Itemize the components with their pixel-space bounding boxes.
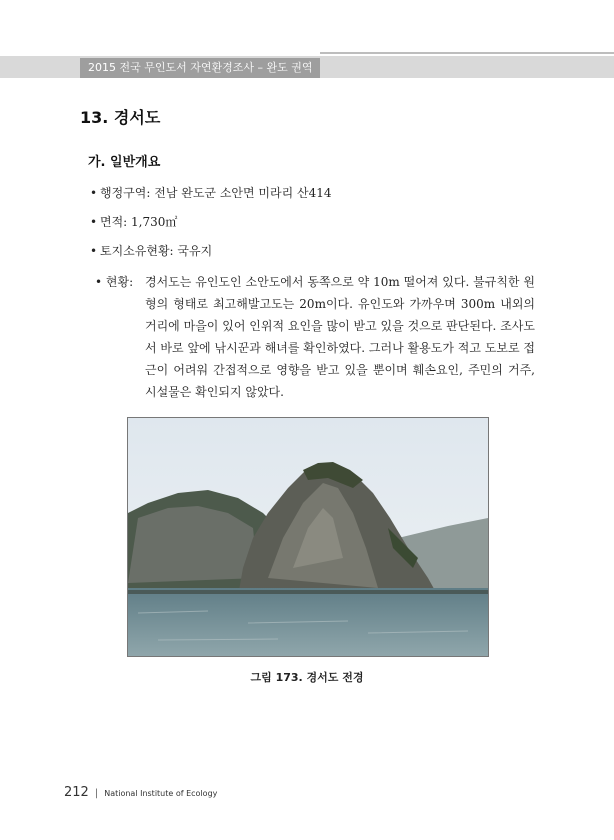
bullet-text: 면적: 1,730㎡ [100, 215, 178, 229]
current-status-label: • 현황: [95, 275, 134, 289]
institute-name: National Institute of Ecology [104, 789, 218, 798]
bullet-dot: • [90, 244, 98, 258]
bullet-land-ownership [90, 243, 212, 259]
section-title: 13. 경서도 [80, 108, 161, 127]
current-status [95, 271, 535, 403]
bullet-dot: • [90, 186, 98, 200]
figure-caption: 그림 173. 경서도 전경 [250, 671, 364, 684]
bullet-dot: • [90, 215, 98, 229]
bullet-text: 토지소유현황: 국유지 [100, 244, 213, 258]
page-footer [64, 781, 217, 800]
header-title: 2015 전국 무인도서 자연환경조사 – 완도 권역 [80, 58, 320, 78]
bullet-text: 행정구역: 전남 완도군 소안면 미라리 산414 [100, 186, 332, 200]
page-number: 212 [64, 785, 89, 800]
bullet-area [90, 214, 177, 230]
island-photo-illustration [128, 418, 488, 656]
header-rule [320, 52, 614, 54]
island-photo [127, 417, 489, 657]
subsection-title: 가. 일반개요 [88, 155, 161, 170]
footer-separator: | [94, 788, 99, 799]
bullet-admin-district [90, 185, 332, 201]
current-status-text: 경서도는 유인도인 소안도에서 동쪽으로 약 10m 떨어져 있다. 불규칙한 원형의 형태로 최고해발고도는 20m이다. 유인도와 가까우며 300m 내외의 거리에 마을이 있어 인위적 요인을 많이 받고 있을 것으로 판단된다. 조사도서 바로 앞에 낚시꾼과 해녀를 확인하였다. 그러나 활용도가 적고 도보로 접근이 어려워 간접적으로 영향을 받고 있을 뿐이며 훼손요인, 주민의 거주, 시설물은 확인되지 않았다. [145, 275, 535, 399]
